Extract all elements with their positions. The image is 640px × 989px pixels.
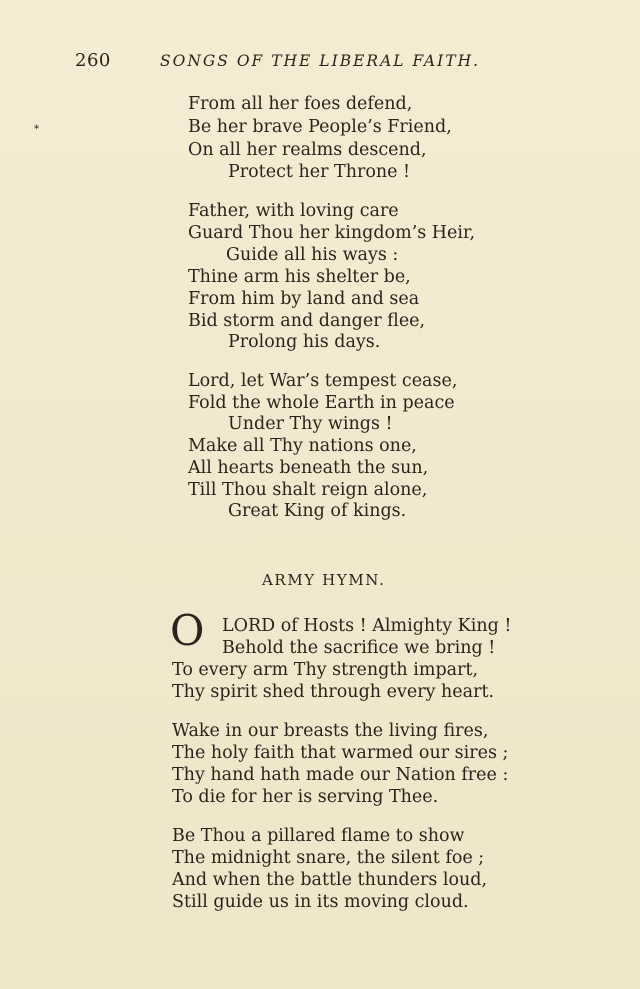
drop-cap: O — [170, 606, 205, 655]
running-title: SONGS OF THE LIBERAL FAITH. — [160, 52, 481, 70]
stray-mark: * — [34, 124, 39, 135]
verse-line: The holy faith that warmed our sires ; — [172, 743, 509, 763]
verse-line: Guard Thou her kingdom’s Heir, — [188, 223, 476, 243]
verse-line: Great King of kings. — [228, 501, 407, 521]
verse-line: Under Thy wings ! — [228, 414, 393, 434]
verse-line: From all her foes defend, — [188, 94, 413, 114]
verse-line: Father, with loving care — [188, 201, 399, 221]
verse-line: Till Thou shalt reign alone, — [188, 480, 428, 500]
verse-line: Make all Thy nations one, — [188, 436, 417, 456]
verse-line: Thy spirit shed through every heart. — [172, 682, 495, 702]
verse-line: Lord, let War’s tempest cease, — [188, 371, 458, 391]
verse-line: Prolong his days. — [228, 332, 381, 352]
verse-line: Thine arm his shelter be, — [188, 267, 411, 287]
verse-line: Behold the sacrifice we bring ! — [222, 638, 496, 658]
verse-line: Bid storm and danger flee, — [188, 311, 426, 331]
verse-line: To every arm Thy strength impart, — [172, 660, 479, 680]
verse-line: And when the battle thunders loud, — [172, 870, 488, 890]
verse-line: Fold the whole Earth in peace — [188, 393, 455, 413]
verse-line: Protect her Throne ! — [228, 162, 411, 182]
page-number: 260 — [75, 50, 111, 71]
verse-line: LORD of Hosts ! Almighty King ! — [222, 616, 512, 636]
verse-line: Be Thou a pillared flame to show — [172, 826, 465, 846]
verse-line: Thy hand hath made our Nation free : — [172, 765, 509, 785]
verse-line: Wake in our breasts the living fires, — [172, 721, 489, 741]
verse-line: The midnight snare, the silent foe ; — [172, 848, 485, 868]
verse-line: On all her realms descend, — [188, 140, 427, 160]
verse-line: Be her brave People’s Friend, — [188, 117, 452, 137]
verse-line: From him by land and sea — [188, 289, 420, 309]
hymn-title: ARMY HYMN. — [262, 571, 386, 589]
verse-line: To die for her is serving Thee. — [172, 787, 439, 807]
verse-line: Still guide us in its moving cloud. — [172, 892, 469, 912]
verse-line: Guide all his ways : — [226, 245, 399, 265]
verse-line: All hearts beneath the sun, — [188, 458, 429, 478]
